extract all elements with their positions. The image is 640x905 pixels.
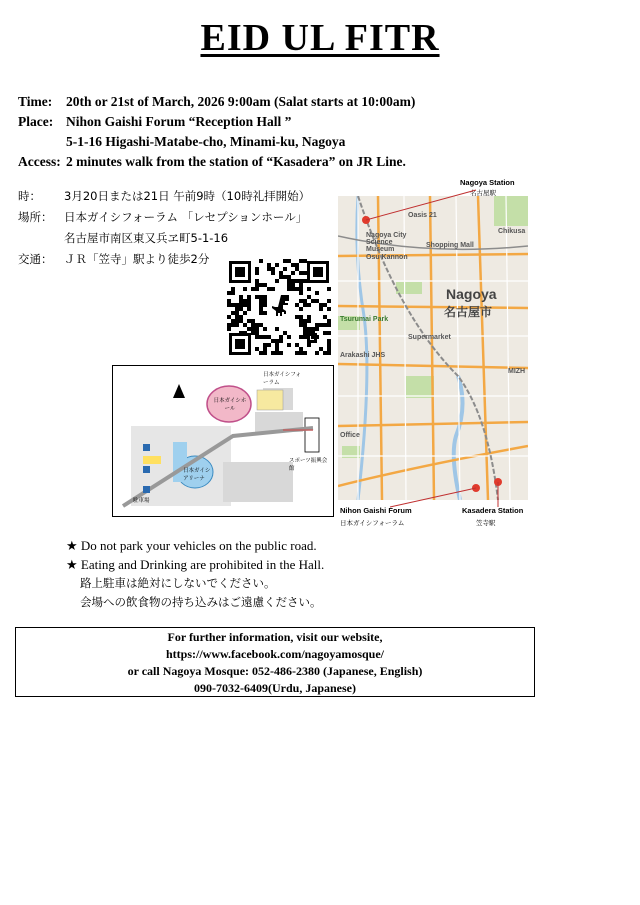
info-line-phone-2: 090-7032-6409(Urdu, Japanese) [194,681,356,695]
kasadera-station-label: Kasadera Station [462,506,524,515]
note-parking-jp: 路上駐車は絶対にしないでください。 [80,576,276,590]
venue-arena-label: 日本ガイシアリーナ [183,468,211,482]
venue-parking-label: 駐車場 [133,498,150,504]
place-label: Place: [18,114,54,129]
jp-time-value: 3月20日または21日 午前9時（10時礼拝開始） [64,189,311,203]
qr-code[interactable] [227,259,331,357]
map-place-supermarket: Supermarket [408,334,451,341]
jp-time-label: 時： [18,189,41,203]
place-value: Nihon Gaishi Forum “Reception Hall ” [66,114,292,129]
venue-map[interactable] [112,365,334,517]
jp-place-value: 日本ガイシフォーラム 「レセプションホール」 [64,210,308,224]
qr-code-graphic [227,259,331,357]
jp-access-row [18,251,209,267]
facebook-link[interactable]: https://www.facebook.com/nagoyamosque/ [165,647,384,661]
jp-access-label: 交通： [18,252,53,266]
north-arrow-icon [173,384,185,398]
map-place-mall: Shopping Mall [426,242,474,249]
map-place-mizh: MIZH [508,368,526,375]
forum-label-jp: 日本ガイシフォーラム [340,519,405,527]
map-place-oasis: Oasis 21 [408,212,437,219]
note-eating-jp: 会場への飲食物の持ち込みはご遠慮ください。 [80,595,322,609]
title-text: EID UL FITR [200,17,440,59]
address-row [66,134,345,150]
map-place-school: Arakashi JHS [340,352,386,359]
access-label: Access: [18,154,61,169]
nagoya-station-label: Nagoya Station [460,178,515,187]
page-title [0,16,640,60]
address-value: 5-1-16 Higashi-Matabe-cho, Minami-ku, Nagoya [66,134,346,149]
access-value: 2 minutes walk from the station of “Kasadera” on JR Line. [66,154,406,169]
map-place-chikusa: Chikusa [498,228,526,235]
jp-place-label: 場所： [18,210,53,224]
jp-address-value: 名古屋市南区東又兵ヱ町5-1-16 [64,231,229,245]
map-place-science: Nagoya City Science Museum [366,232,407,253]
callout-lines [330,170,550,520]
place-row [18,114,291,130]
info-line-phone: or call Nagoya Mosque: 052-486-2380 (Japanese, English) [127,664,423,678]
forum-label: Nihon Gaishi Forum [340,506,412,515]
time-label: Time: [18,94,53,109]
kasadera-station-label-jp: 笠寺駅 [476,519,496,527]
contact-info-box [15,627,535,697]
jp-access-value: ＪＲ「笠寺」駅より徒歩2分 [64,252,210,266]
map-place-park: Tsurumai Park [340,316,389,323]
note-eating: ★ Eating and Drinking are prohibited in the Hall. [66,557,325,572]
time-row [18,94,415,110]
jp-time-row [18,188,310,204]
access-row [18,154,406,170]
note-parking: ★ Do not park your vehicles on the public road. [66,538,317,553]
info-line-website-intro: For further information, visit our website, [167,630,383,644]
map-place-osu: Osu Kannon [366,254,408,261]
map-place-office: Office [340,432,360,439]
venue-map-graphic [113,366,333,516]
jp-address-row [64,230,228,246]
venue-hall-label: 日本ガイシホール [213,398,247,412]
city-label-jp: 名古屋市 [444,305,493,319]
dinosaur-icon [267,292,293,322]
nagoya-station-label-jp: 名古屋駅 [470,189,496,197]
venue-forum-label: 日本ガイシフォーラム [263,372,302,386]
city-label-en: Nagoya [446,286,497,302]
time-value: 20th or 21st of March, 2026 9:00am (Salat starts at 10:00am) [66,94,416,109]
venue-sports-label: スポーツ振興会館 [289,458,328,472]
jp-place-row [18,209,307,225]
